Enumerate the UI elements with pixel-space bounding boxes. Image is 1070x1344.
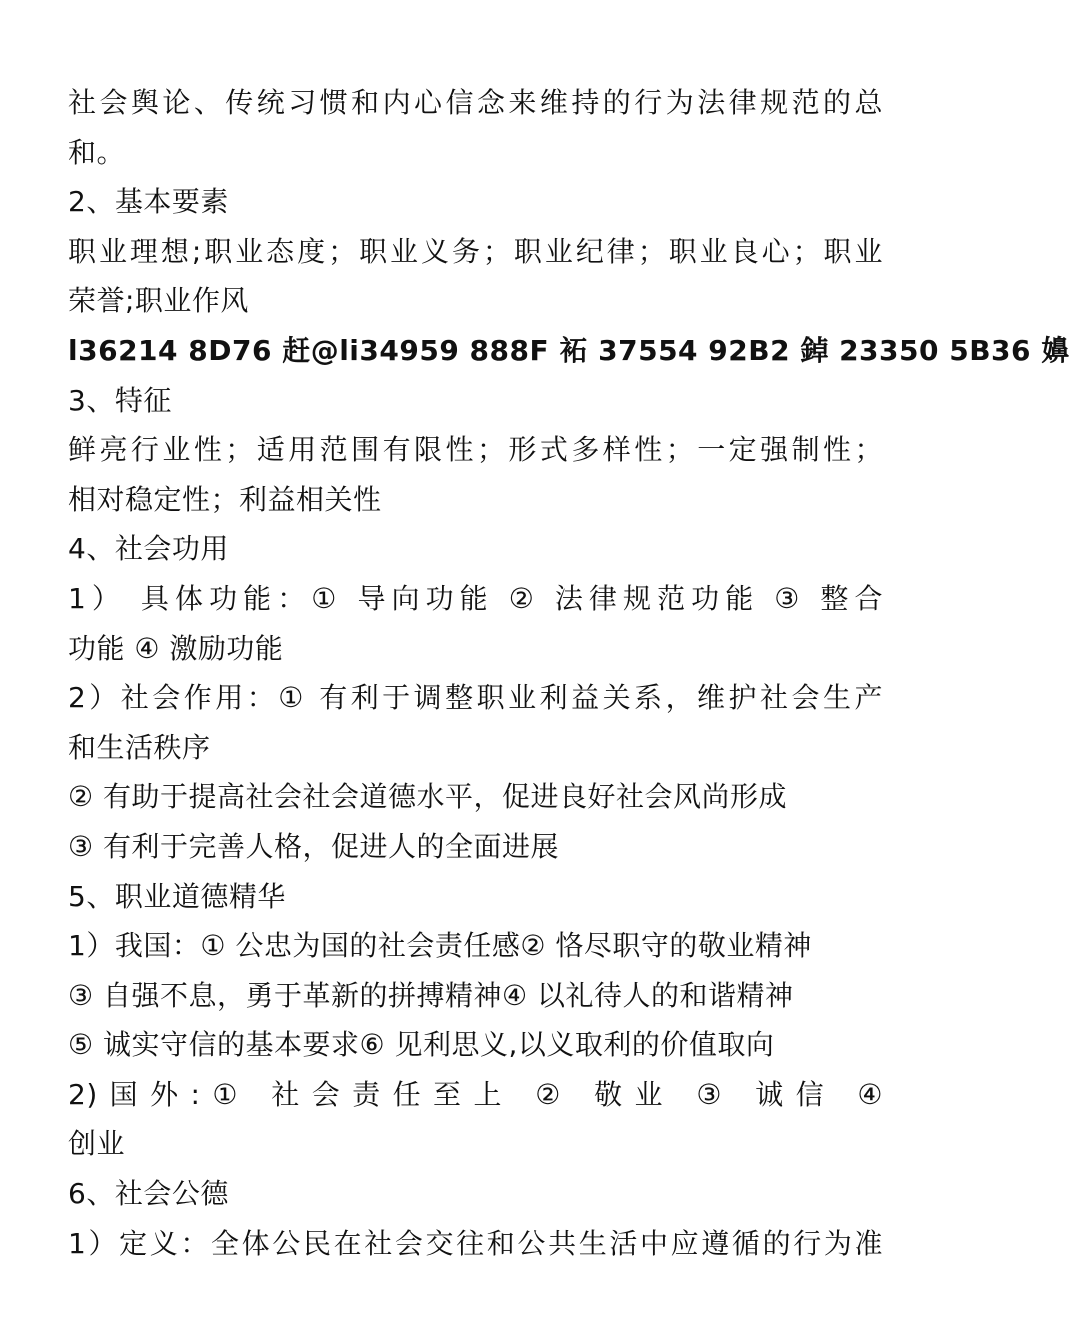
section-heading: 4、社会功用 — [68, 532, 229, 566]
text-line: 2)国外:① 社会责任至上 ② 敬业 ③ 诚信 ④ — [68, 1077, 883, 1111]
section-heading: 2、基本要素 — [68, 185, 229, 219]
text-line: 1） 具体功能：① 导向功能 ② 法律规范功能 ③ 整合 — [68, 581, 883, 615]
text-line: ⑤ 诚实守信的基本要求⑥ 见利思义,以义取利的价值取向 — [68, 1028, 775, 1062]
garbled-text-line: l36214 8D76 赶@li34959 888F 袥 37554 92B2 鋽 23350 5B36 嬶 — [68, 333, 1070, 367]
section-heading: 5、职业道德精华 — [68, 879, 286, 913]
text-line: 功能 ④ 激励功能 — [68, 631, 284, 665]
text-line: 和。 — [68, 135, 126, 169]
text-line: ② 有助于提高社会社会道德水平，促进良好社会风尚形成 — [68, 780, 788, 814]
text-line: 2）社会作用：① 有利于调整职业利益关系，维护社会生产 — [68, 681, 883, 715]
text-line: 1）我国：① 公忠为国的社会责任感② 恪尽职守的敬业精神 — [68, 929, 812, 963]
text-line: 荣誉;职业作风 — [68, 284, 249, 318]
text-line: 鲜亮行业性；适用范围有限性；形式多样性；一定强制性； — [68, 433, 883, 467]
document-body — [68, 78, 1070, 1268]
text-line: ③ 有利于完善人格，促进人的全面进展 — [68, 829, 560, 863]
text-line: 1）定义：全体公民在社会交往和公共生活中应遵循的行为准 — [68, 1226, 883, 1260]
text-line: 职业理想;职业态度；职业义务；职业纪律；职业良心；职业 — [68, 234, 883, 268]
section-heading: 6、社会公德 — [68, 1177, 229, 1211]
text-line: 相对稳定性；利益相关性 — [68, 482, 382, 516]
section-heading: 3、特征 — [68, 383, 172, 417]
text-line: 社会舆论、传统习惯和内心信念来维持的行为法律规范的总 — [68, 86, 883, 119]
text-line: 和生活秩序 — [68, 730, 211, 764]
text-line: 创业 — [68, 1127, 126, 1161]
text-line: ③ 自强不息，勇于革新的拼搏精神④ 以礼待人的和谐精神 — [68, 978, 794, 1012]
